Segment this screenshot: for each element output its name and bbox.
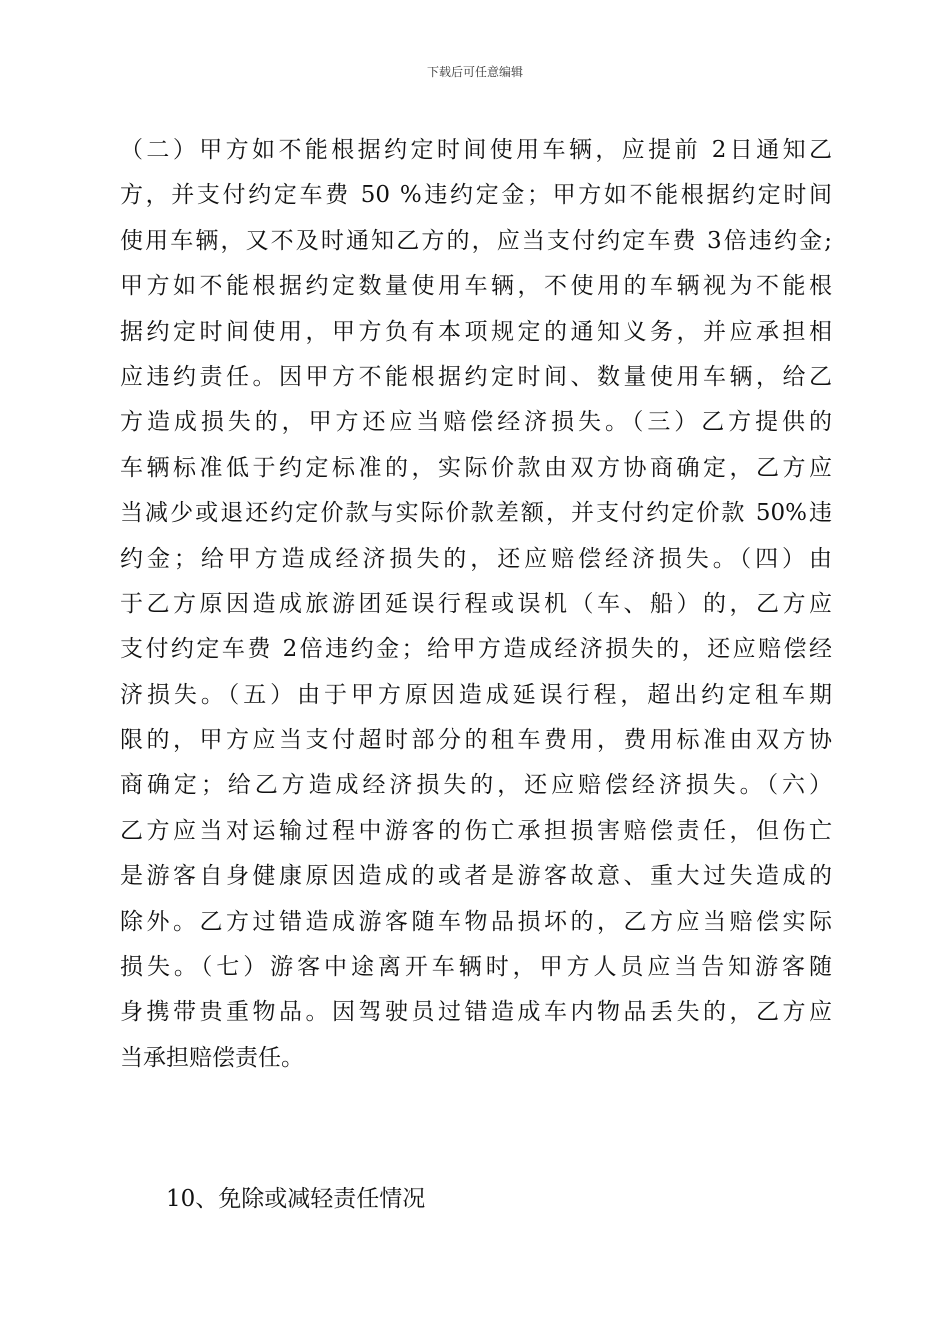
paragraph-line: 于乙方原因造成旅游团延误行程或误机（车、船）的，乙方应 [120, 590, 832, 617]
paragraph-line: 方，并支付约定车费 50 %违约定金；甲方如不能根据约定时间 [120, 182, 832, 209]
paragraph-line: 应违约责任。因甲方不能根据约定时间、数量使用车辆，给乙 [120, 363, 832, 390]
paragraph-line: 除外。乙方过错造成游客随车物品损坏的，乙方应当赔偿实际 [120, 908, 832, 935]
paragraph-line: 是游客自身健康原因造成的或者是游客故意、重大过失造成的 [120, 863, 832, 890]
paragraph-line: 使用车辆，又不及时通知乙方的，应当支付约定车费 3倍违约金; [120, 227, 832, 254]
paragraph-line: 甲方如不能根据约定数量使用车辆，不使用的车辆视为不能根 [120, 273, 832, 300]
paragraph-line: 商确定；给乙方造成经济损失的，还应赔偿经济损失。（六） [120, 772, 832, 799]
paragraph-line: 限的，甲方应当支付超时部分的租车费用，费用标准由双方协 [120, 727, 832, 754]
section-heading: 10、免除或减轻责任情况 [166, 1186, 426, 1212]
paragraph-line: 济损失。（五）由于甲方原因造成延误行程，超出约定租车期 [120, 681, 832, 708]
paragraph-line: 支付约定车费 2倍违约金；给甲方造成经济损失的，还应赔偿经 [120, 636, 832, 663]
paragraph-line: 约金；给甲方造成经济损失的，还应赔偿经济损失。（四）由 [120, 545, 832, 572]
page-header: 下载后可任意编辑 [426, 65, 523, 79]
paragraph-line: 当减少或退还约定价款与实际价款差额，并支付约定价款 50%违 [120, 500, 832, 527]
paragraph-line: （二）甲方如不能根据约定时间使用车辆，应提前 2日通知乙 [120, 137, 832, 163]
paragraph-line: 损失。（七）游客中途离开车辆时，甲方人员应当告知游客随 [120, 954, 832, 981]
contract-paragraph [120, 128, 832, 1081]
paragraph-line: 据约定时间使用，甲方负有本项规定的通知义务，并应承担相 [120, 318, 832, 345]
paragraph-line: 乙方应当对运输过程中游客的伤亡承担损害赔偿责任，但伤亡 [120, 817, 832, 844]
paragraph-line: 方造成损失的，甲方还应当赔偿经济损失。（三）乙方提供的 [120, 409, 832, 436]
paragraph-line: 车辆标准低于约定标准的，实际价款由双方协商确定，乙方应 [120, 454, 832, 481]
paragraph-line: 当承担赔偿责任。 [120, 1044, 304, 1071]
paragraph-line: 身携带贵重物品。因驾驶员过错造成车内物品丢失的，乙方应 [120, 999, 832, 1026]
